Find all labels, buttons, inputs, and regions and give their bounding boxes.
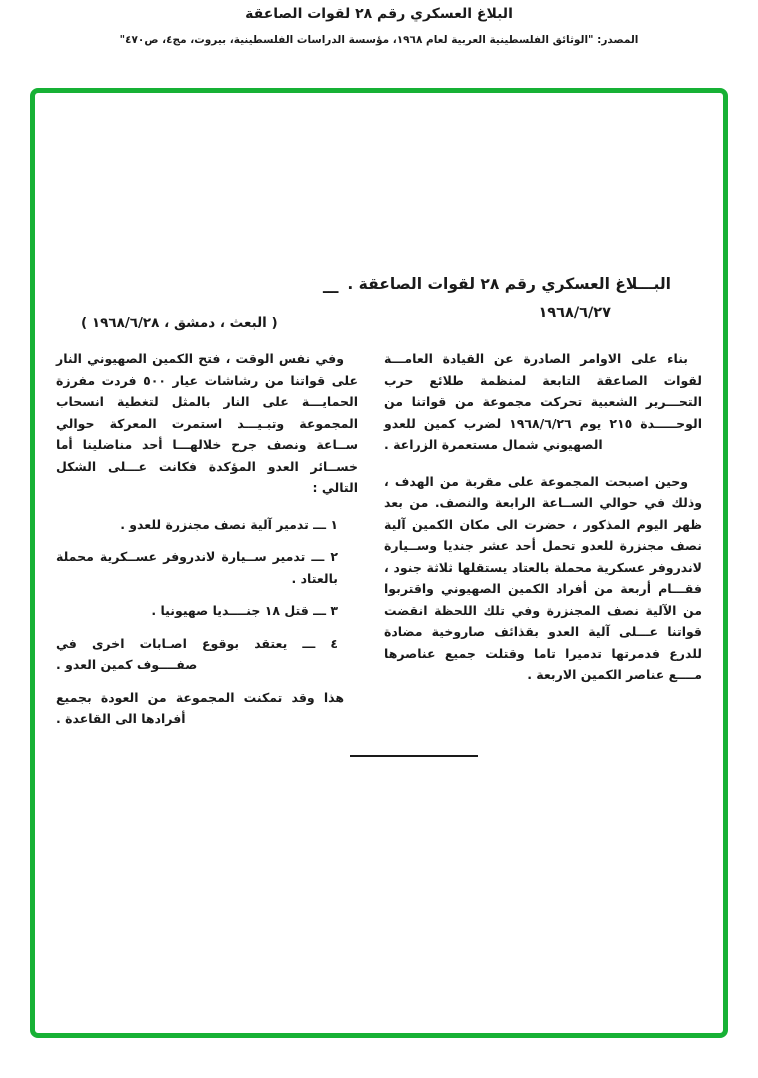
- list-item-1: ١ ـــ تدمير آلية نصف مجنزرة للعدو .: [120, 516, 338, 532]
- page-title: البلاغ العسكري رقم ٢٨ لقوات الصاعقة: [245, 6, 513, 22]
- paragraph-ambush: وحين اصبحت المجموعة على مقربة من الهدف ، وذلك في حوالي الســاعة الرابعة والنصف. من بعد ظهر اليوم المذكور ، حضرت الى مكان الكمين آلية نصف مجنزرة للعدو تحمل أحد عشر جنديا وســيارة لاندروفر عسكرية محملة بالعتاد يستقلها ثلاثة جنود ، فقـــام أربعة من أفراد الكمين الصهيوني واقتربوا من الآلية نصف المجنزرة وفي تلك اللحظة انقضت قواتنا عـــلى آلية العدو بقذائف صاروخية مضادة للدرع فدمرتها تدميرا تاما وقتلت جميع عناصرها مــــع عناصر الكمين الاربعة .: [384, 473, 702, 682]
- document-frame: [30, 88, 728, 1038]
- document-date: ١٩٦٨/٦/٢٧: [538, 305, 611, 321]
- title-dash: ـــ: [323, 279, 339, 297]
- page-header: [0, 0, 758, 46]
- section-divider: [350, 755, 478, 757]
- list-item-3: ٣ ـــ قتل ١٨ جنــــديا صهيونيا .: [151, 603, 338, 618]
- casualty-list: [56, 514, 358, 676]
- paragraph-orders: بناء على الاوامر الصادرة عن القيادة العامـــة لقوات الصاعقة التابعة لمنظمة طلائع حرب التحـــرير الشعبية تحركت مجموعة من قواتنا من الوحـــــدة ٢١٥ يوم ١٩٦٨/٦/٢٦ لضرب كمين للعدو الصهيوني شمال مستعمرة الزراعة .: [384, 351, 702, 452]
- document-body: [35, 348, 723, 745]
- left-column: [56, 348, 358, 745]
- paragraph-closing: هذا وقد تمكنت المجموعة من العودة بجميع أفرادها الى القاعدة .: [56, 689, 344, 726]
- list-item-2: ٢ ـــ تدمير ســيارة لاندروفر عســكرية محملة بالعتاد .: [56, 549, 338, 586]
- right-column: [384, 348, 702, 745]
- document-byline: ( البعث ، دمشق ، ١٩٦٨/٦/٢٨ ): [81, 315, 278, 331]
- document-title: البـــلاغ العسكري رقم ٢٨ لقوات الصاعقة .: [347, 275, 671, 293]
- source-citation: المصدر: "الوثائق الفلسطينية العربية لعام ١٩٦٨، مؤسسة الدراسات الفلسطينية، بيروت، مج٤، ص٤٧٠": [119, 34, 639, 46]
- paragraph-battle: وفي نفس الوقت ، فتح الكمين الصهيوني النار على قواتنا من رشاشات عيار ٥٠٠ فردت مفرزة الحمايـــة على النار بالمثل لتغطية انسحاب المجموعة وتبـيـــد استمرت المعركة حوالي ســاعة ونصف جرح خلالهـــا أحد مناضلينا أما خســائر العدو المؤكدة فكانت عـــلى الشكل التالي :: [56, 351, 358, 495]
- list-item-4: ٤ ـــ يعتقد بوقوع اصـابات اخرى في صفــــوف كمين العدو .: [56, 635, 338, 672]
